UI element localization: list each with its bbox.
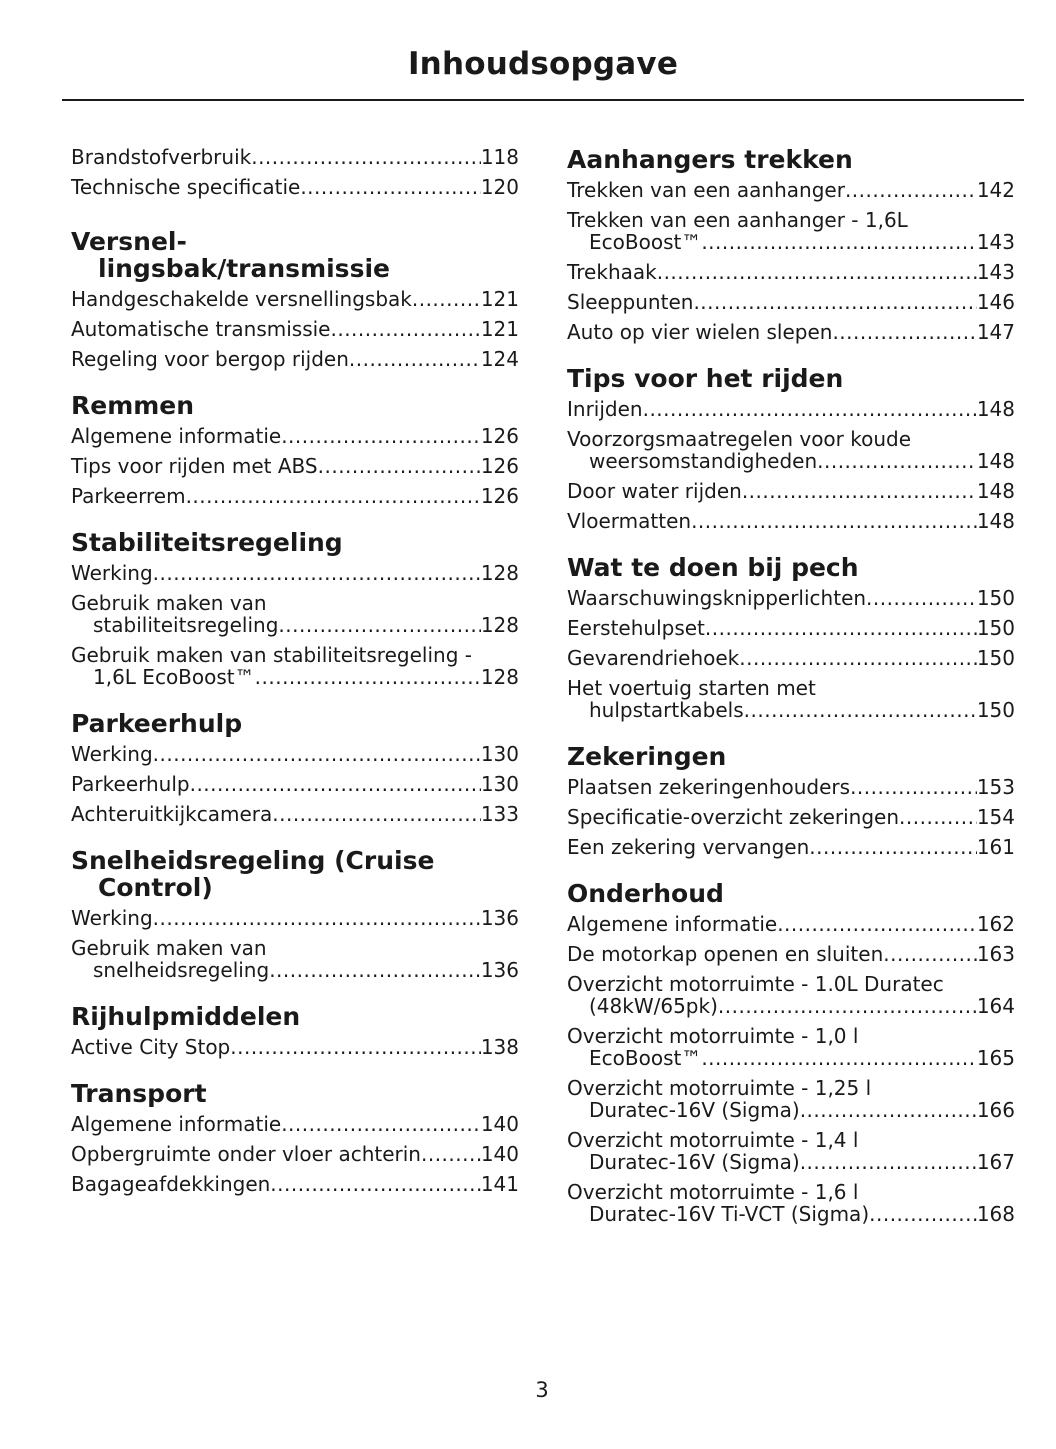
section-heading (71, 228, 519, 282)
toc-entry-title: Regeling voor bergop rijden (71, 347, 349, 371)
dot-leader (883, 943, 977, 965)
toc-entry-page: 133 (480, 802, 519, 826)
dot-leader (281, 1113, 481, 1135)
section-heading-line2: lingsbak/transmissie (98, 254, 390, 283)
toc-entry-row (71, 562, 519, 584)
toc-entry-row (567, 291, 1015, 313)
dot-leader (832, 321, 976, 343)
section-heading-line1: Parkeerhulp (71, 709, 243, 738)
toc-entry-title: Duratec-16V (Sigma) (589, 1150, 800, 1174)
section-heading (71, 710, 519, 737)
toc-entry[interactable] (567, 647, 1015, 669)
toc-entry-page: 121 (480, 287, 519, 311)
toc-entry-title: Trekken van een aanhanger (567, 178, 845, 202)
dot-leader (421, 1143, 481, 1165)
toc-entry-page: 128 (480, 613, 519, 637)
toc-entry-title: Auto op vier wielen slepen (567, 320, 833, 344)
toc-entry-title: hulpstartkabels (589, 698, 744, 722)
dot-leader (643, 398, 977, 420)
toc-entry-page: 164 (976, 994, 1015, 1018)
toc-entry-page: 150 (976, 616, 1015, 640)
toc-entry-row (567, 1203, 1015, 1225)
toc-entry[interactable] (567, 776, 1015, 798)
dot-leader (153, 907, 481, 929)
toc-entry-row (71, 959, 519, 981)
toc-entry-title: Parkeerhulp (71, 772, 190, 796)
toc-entry-row (71, 907, 519, 929)
toc-entry-page: 150 (976, 698, 1015, 722)
dot-leader (869, 1203, 977, 1225)
toc-entry-row (567, 179, 1015, 201)
toc-entry-row (567, 836, 1015, 858)
dot-leader (278, 614, 480, 636)
toc-entry-page: 147 (976, 320, 1015, 344)
section-heading-line1: Aanhangers trekken (567, 145, 853, 174)
toc-entry-row (71, 773, 519, 795)
toc-entry-title: Algemene informatie (567, 912, 778, 936)
toc-entry[interactable] (567, 428, 1015, 472)
toc-entry-title: Algemene informatie (71, 1112, 282, 1136)
toc-entry-page: 140 (480, 1142, 519, 1166)
section-heading (71, 1080, 519, 1107)
dot-leader (744, 699, 977, 721)
section-heading (71, 392, 519, 419)
toc-entry-title: Brandstofverbruik (71, 145, 252, 169)
toc-entry[interactable] (71, 425, 519, 447)
section-heading (71, 847, 519, 901)
right-column (567, 146, 1015, 1247)
section-heading (567, 365, 1015, 392)
toc-entry-title: Specificatie-overzicht zekeringen (567, 805, 900, 829)
section-heading-line1: Tips voor het rijden (567, 364, 844, 393)
dot-leader (300, 176, 481, 198)
toc-entry-first-line: Overzicht motorruimte - 1.0L Duratec (567, 972, 944, 996)
section-heading-line1: Remmen (71, 391, 195, 420)
toc-entry-row (567, 398, 1015, 420)
dot-leader (718, 995, 977, 1017)
toc-entry-title: Duratec-16V Ti-VCT (Sigma) (589, 1202, 870, 1226)
toc-entry-first-line: Overzicht motorruimte - 1,4 l (567, 1128, 859, 1152)
toc-entry-title: Een zekering vervangen (567, 835, 810, 859)
toc-section (567, 554, 1015, 721)
toc-entry-page: 148 (976, 479, 1015, 503)
toc-entry-row (567, 806, 1015, 828)
toc-entry[interactable] (567, 836, 1015, 858)
toc-entry[interactable] (567, 209, 1015, 253)
toc-entry-page: 126 (480, 454, 519, 478)
section-heading-line1: Onderhoud (567, 879, 724, 908)
section-heading-line2: Control) (98, 873, 213, 902)
toc-entry-row (567, 647, 1015, 669)
toc-entry-first-line: Overzicht motorruimte - 1,0 l (567, 1024, 859, 1048)
toc-entry-title: Handgeschakelde versnellingsbak (71, 287, 412, 311)
toc-section (71, 529, 519, 688)
toc-entry-row (71, 1036, 519, 1058)
toc-entry[interactable] (71, 348, 519, 370)
toc-entry[interactable] (71, 485, 519, 507)
toc-entry[interactable] (567, 913, 1015, 935)
toc-entry-page: 167 (976, 1150, 1015, 1174)
dot-leader (850, 776, 977, 798)
toc-entry-title: weersomstandigheden (589, 449, 818, 473)
dot-leader (251, 146, 481, 168)
toc-entry-row (567, 699, 1015, 721)
dot-leader (255, 666, 481, 688)
toc-entry-row (567, 943, 1015, 965)
toc-entry-title: De motorkap openen en sluiten (567, 942, 884, 966)
toc-entry-first-line: Overzicht motorruimte - 1,25 l (567, 1076, 872, 1100)
toc-entry-row (567, 261, 1015, 283)
toc-entry-title: Vloermatten (567, 509, 692, 533)
toc-entry[interactable] (71, 318, 519, 340)
toc-entry-page: 128 (480, 665, 519, 689)
toc-section (567, 146, 1015, 343)
toc-entry-title: Active City Stop (71, 1035, 231, 1059)
toc-entry-title: EcoBoost™ (589, 1046, 702, 1070)
toc-entry[interactable] (567, 973, 1015, 1017)
toc-entry[interactable] (567, 1025, 1015, 1069)
section-heading-line1: Stabiliteitsregeling (71, 528, 343, 557)
toc-entry-row (71, 318, 519, 340)
toc-entry[interactable] (567, 480, 1015, 502)
toc-entry-title: Tips voor rijden met ABS (71, 454, 318, 478)
toc-entry[interactable] (71, 644, 519, 688)
title-rule (62, 99, 1024, 101)
toc-entry-title: Plaatsen zekeringenhouders (567, 775, 851, 799)
toc-entry-row (567, 1151, 1015, 1173)
toc-entry-page: 154 (976, 805, 1015, 829)
section-heading-line1: Wat te doen bij pech (567, 553, 859, 582)
toc-section (71, 392, 519, 507)
toc-entry-first-line: Trekken van een aanhanger - 1,6L (567, 208, 908, 232)
toc-entry-title: Algemene informatie (71, 424, 282, 448)
dot-leader (845, 179, 977, 201)
toc-section (71, 710, 519, 825)
toc-entry-page: 140 (480, 1112, 519, 1136)
toc-entry-page: 148 (976, 449, 1015, 473)
toc-entry-row (71, 455, 519, 477)
toc-section (567, 365, 1015, 532)
toc-entry-title: (48kW/65pk) (589, 994, 718, 1018)
toc-entry-page: 121 (480, 317, 519, 341)
toc-entry-row (567, 995, 1015, 1017)
dot-leader (412, 288, 481, 310)
toc-entry-page: 143 (976, 230, 1015, 254)
page-title: Inhoudsopgave (407, 46, 679, 82)
dot-leader (742, 480, 977, 502)
section-heading (71, 1003, 519, 1030)
toc-entry[interactable] (567, 617, 1015, 639)
toc-entry[interactable] (71, 743, 519, 765)
toc-entry-row (567, 617, 1015, 639)
toc-entry-title: Technische specificatie (71, 175, 301, 199)
toc-entry-page: 142 (976, 178, 1015, 202)
dot-leader (186, 485, 481, 507)
toc-entry-title: Werking (71, 742, 153, 766)
toc-entry-title: Eerstehulpset (567, 616, 705, 640)
toc-entry-page: 118 (480, 145, 519, 169)
toc-entry-title: stabiliteitsregeling (93, 613, 279, 637)
section-heading (567, 554, 1015, 581)
dot-leader (691, 510, 977, 532)
toc-entry-title: Duratec-16V (Sigma) (589, 1098, 800, 1122)
toc-section (567, 743, 1015, 858)
toc-entry[interactable] (567, 1129, 1015, 1173)
toc-entry-title: Bagageafdekkingen (71, 1172, 271, 1196)
toc-entry-page: 166 (976, 1098, 1015, 1122)
toc-entry-title: 1,6L EcoBoost™ (93, 665, 255, 689)
section-heading-line1: Transport (71, 1079, 207, 1108)
toc-entry-first-line: Gebruik maken van (71, 591, 267, 615)
toc-entry-page: 150 (976, 586, 1015, 610)
toc-entry-title: Automatische transmissie (71, 317, 331, 341)
toc-entry-title: Werking (71, 561, 153, 585)
toc-entry-row (71, 176, 519, 198)
toc-entry[interactable] (71, 562, 519, 584)
dot-leader (269, 959, 481, 981)
toc-entry-page: 148 (976, 397, 1015, 421)
toc-entry-page: 126 (480, 484, 519, 508)
toc-entry[interactable] (567, 398, 1015, 420)
toc-entry-row (567, 587, 1015, 609)
toc-section (71, 1003, 519, 1058)
toc-section (71, 847, 519, 981)
dot-leader (349, 348, 481, 370)
toc-entry-title: Sleeppunten (567, 290, 694, 314)
toc-entry-page: 163 (976, 942, 1015, 966)
section-heading (567, 880, 1015, 907)
toc-entry[interactable] (567, 291, 1015, 313)
toc-entry-page: 126 (480, 424, 519, 448)
toc-entry-page: 143 (976, 260, 1015, 284)
dot-leader (318, 455, 481, 477)
toc-section (567, 880, 1015, 1225)
toc-entry[interactable] (567, 943, 1015, 965)
toc-entry[interactable] (567, 677, 1015, 721)
section-heading-line1: Zekeringen (567, 742, 727, 771)
toc-entry-title: Waarschuwingsknipperlichten (567, 586, 867, 610)
section-heading-line1: Rijhulpmiddelen (71, 1002, 301, 1031)
toc-section (71, 228, 519, 370)
toc-entry[interactable] (71, 1143, 519, 1165)
toc-entry[interactable] (71, 1036, 519, 1058)
toc-entry-row (71, 1143, 519, 1165)
toc-entry-row (71, 348, 519, 370)
toc-entry-page: 162 (976, 912, 1015, 936)
toc-entry-row (71, 666, 519, 688)
toc-entry[interactable] (567, 587, 1015, 609)
toc-entry-row (567, 510, 1015, 532)
toc-entry-title: Inrijden (567, 397, 643, 421)
toc-entry[interactable] (71, 455, 519, 477)
dot-leader (281, 425, 481, 447)
toc-entry-page: 165 (976, 1046, 1015, 1070)
toc-section (71, 1080, 519, 1195)
toc-entry-first-line: Het voertuig starten met (567, 676, 816, 700)
dot-leader (272, 803, 481, 825)
dot-leader (739, 647, 977, 669)
toc-entry[interactable] (567, 1077, 1015, 1121)
toc-entry-page: 150 (976, 646, 1015, 670)
toc-entry-page: 128 (480, 561, 519, 585)
dot-leader (153, 562, 481, 584)
section-heading (567, 146, 1015, 173)
dot-leader (330, 318, 480, 340)
toc-entry-page: 138 (480, 1035, 519, 1059)
left-column (71, 146, 519, 1217)
toc-entry[interactable] (567, 1181, 1015, 1225)
toc-entry-row (71, 614, 519, 636)
dot-leader (817, 450, 977, 472)
toc-entry[interactable] (71, 773, 519, 795)
toc-entry-title: Parkeerrem (71, 484, 186, 508)
toc-entry-page: 120 (480, 175, 519, 199)
toc-entry-row (71, 425, 519, 447)
toc-entry[interactable] (71, 907, 519, 929)
toc-entry-row (567, 776, 1015, 798)
dot-leader (153, 743, 481, 765)
dot-leader (777, 913, 977, 935)
dot-leader (693, 291, 976, 313)
dot-leader (190, 773, 481, 795)
toc-entry-page: 130 (480, 772, 519, 796)
toc-entry[interactable] (567, 179, 1015, 201)
toc-entry-title: EcoBoost™ (589, 230, 702, 254)
toc-entry-page: 141 (480, 1172, 519, 1196)
dot-leader (809, 836, 977, 858)
toc-entry-page: 148 (976, 509, 1015, 533)
toc-entry[interactable] (71, 937, 519, 981)
toc-entry-title: Opbergruimte onder vloer achterin (71, 1142, 421, 1166)
page-number: 3 (535, 1378, 549, 1402)
toc-entry-row (71, 485, 519, 507)
toc-entry[interactable] (567, 806, 1015, 828)
toc-entry-row (567, 1099, 1015, 1121)
toc-entry-title: Door water rijden (567, 479, 742, 503)
toc-entry[interactable] (567, 321, 1015, 343)
toc-entry[interactable] (567, 510, 1015, 532)
toc-entry-page: 168 (976, 1202, 1015, 1226)
toc-entry[interactable] (71, 146, 519, 168)
dot-leader (899, 806, 977, 828)
section-heading (567, 743, 1015, 770)
section-heading-line1: Snelheidsregeling (Cruise (71, 846, 435, 875)
toc-entry[interactable] (567, 261, 1015, 283)
toc-entry-title: Achteruitkijkcamera (71, 802, 273, 826)
toc-entry-row (567, 321, 1015, 343)
toc-entry-title: Gevarendriehoek (567, 646, 740, 670)
toc-entry-first-line: Gebruik maken van stabiliteitsregeling - (71, 643, 472, 667)
dot-leader (701, 1047, 976, 1069)
toc-entry-page: 153 (976, 775, 1015, 799)
toc-entry[interactable] (71, 176, 519, 198)
toc-entry-title: Trekhaak (567, 260, 657, 284)
toc-entry-row (71, 288, 519, 310)
dot-leader (270, 1173, 481, 1195)
toc-entry-row (71, 1173, 519, 1195)
toc-entry[interactable] (71, 592, 519, 636)
toc-entry-first-line: Overzicht motorruimte - 1,6 l (567, 1180, 859, 1204)
dot-leader (230, 1036, 481, 1058)
toc-entry[interactable] (71, 1173, 519, 1195)
dot-leader (866, 587, 977, 609)
dot-leader (657, 261, 977, 283)
toc-entry-row (567, 450, 1015, 472)
toc-entry-page: 146 (976, 290, 1015, 314)
toc-entry[interactable] (71, 1113, 519, 1135)
section-heading-line1: Versnel- (71, 227, 187, 256)
dot-leader (705, 617, 977, 639)
toc-entry-title: snelheidsregeling (93, 958, 270, 982)
toc-entry-title: Werking (71, 906, 153, 930)
toc-entry-page: 136 (480, 906, 519, 930)
section-heading (71, 529, 519, 556)
toc-entry-first-line: Voorzorgsmaatregelen voor koude (567, 427, 912, 451)
toc-entry-page: 130 (480, 742, 519, 766)
toc-entry-row (71, 803, 519, 825)
toc-entry-page: 124 (480, 347, 519, 371)
toc-entry-row (567, 231, 1015, 253)
toc-entry-row (567, 480, 1015, 502)
toc-entry-row (71, 743, 519, 765)
dot-leader (701, 231, 976, 253)
dot-leader (800, 1099, 977, 1121)
toc-entry-row (567, 1047, 1015, 1069)
toc-entry-row (567, 913, 1015, 935)
toc-entry[interactable] (71, 803, 519, 825)
toc-entry-first-line: Gebruik maken van (71, 936, 267, 960)
toc-entry-page: 136 (480, 958, 519, 982)
toc-entry-row (71, 1113, 519, 1135)
toc-entry-page: 161 (976, 835, 1015, 859)
dot-leader (800, 1151, 977, 1173)
toc-entry-row (71, 146, 519, 168)
toc-entry[interactable] (71, 288, 519, 310)
toc-section-intro (71, 146, 519, 198)
